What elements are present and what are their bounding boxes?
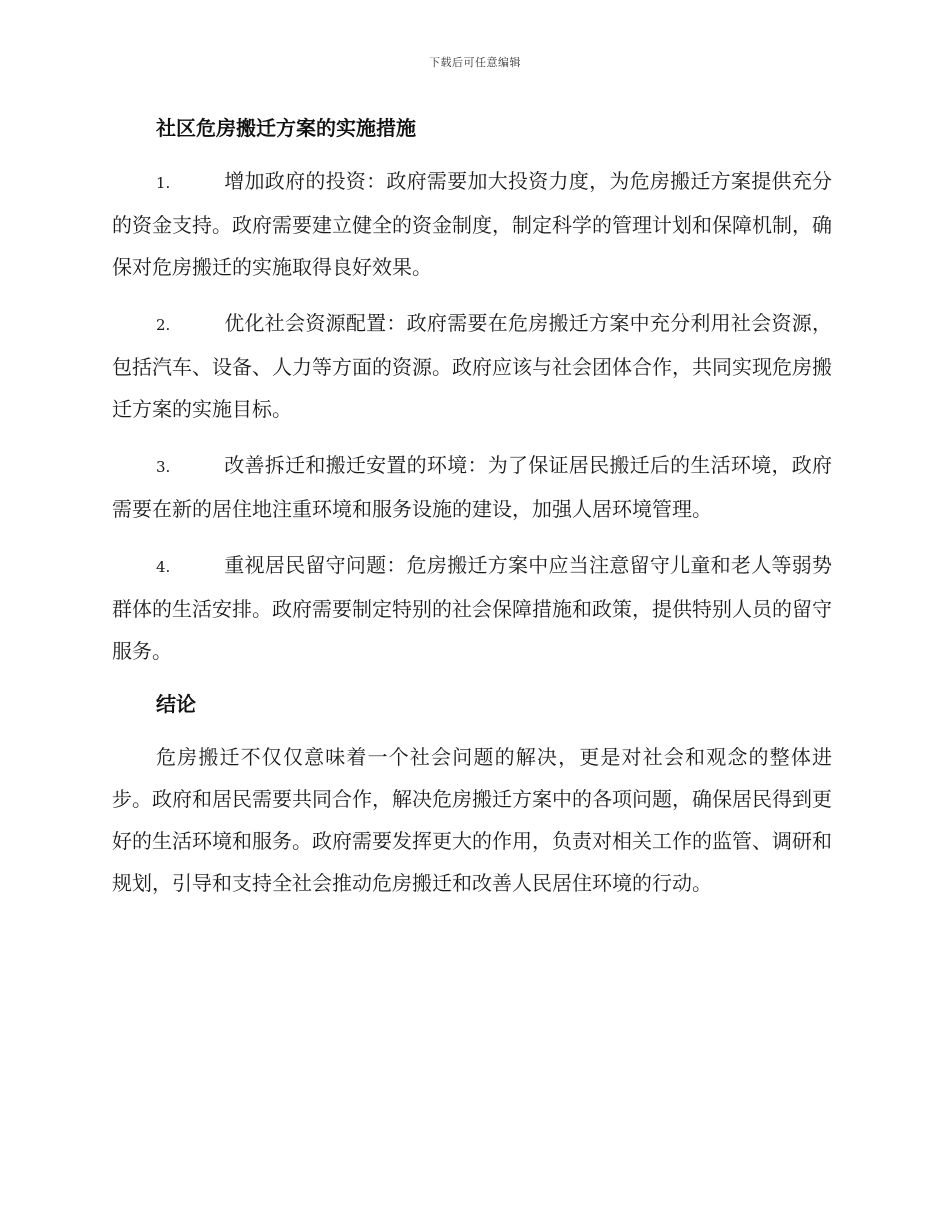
list-item-text: 增加政府的投资：政府需要加大投资力度，为危房搬迁方案提供充分的资金支持。政府需要建立健全的资金制度，制定科学的管理计划和保障机制，确保对危房搬迁的实施取得良好效果。 [112, 169, 832, 279]
list-item [112, 544, 832, 672]
list-item [112, 302, 832, 430]
list-item-text: 改善拆迁和搬迁安置的环境：为了保证居民搬迁后的生活环境，政府需要在新的居住地注重环境和服务设施的建设，加强人居环境管理。 [112, 453, 832, 521]
section-title-conclusion: 结论 [156, 692, 196, 716]
conclusion-paragraph: 危房搬迁不仅仅意味着一个社会问题的解决，更是对社会和观念的整体进步。政府和居民需要共同合作，解决危房搬迁方案中的各项问题，确保居民得到更好的生活环境和服务。政府需要发挥更大的作用，负责对相关工作的监管、调研和规划，引导和支持全社会推动危房搬迁和改善人民居住环境的行动。 [112, 745, 832, 895]
list-item-number: 4. [156, 558, 171, 576]
document-body [112, 110, 832, 918]
list-item-text: 重视居民留守问题：危房搬迁方案中应当注意留守儿童和老人等弱势群体的生活安排。政府需要制定特别的社会保障措施和政策，提供特别人员的留守服务。 [112, 553, 832, 663]
header-note: 下载后可任意编辑 [429, 56, 521, 69]
list-item-number: 2. [156, 316, 171, 334]
section-title-measures: 社区危房搬迁方案的实施措施 [156, 116, 416, 140]
list-item-text: 优化社会资源配置：政府需要在危房搬迁方案中充分利用社会资源，包括汽车、设备、人力等方面的资源。政府应该与社会团体合作，共同实现危房搬迁方案的实施目标。 [112, 311, 832, 421]
list-item [112, 444, 832, 530]
list-item-number: 1. [156, 174, 171, 192]
list-item [112, 160, 832, 288]
list-item-number: 3. [156, 458, 171, 476]
